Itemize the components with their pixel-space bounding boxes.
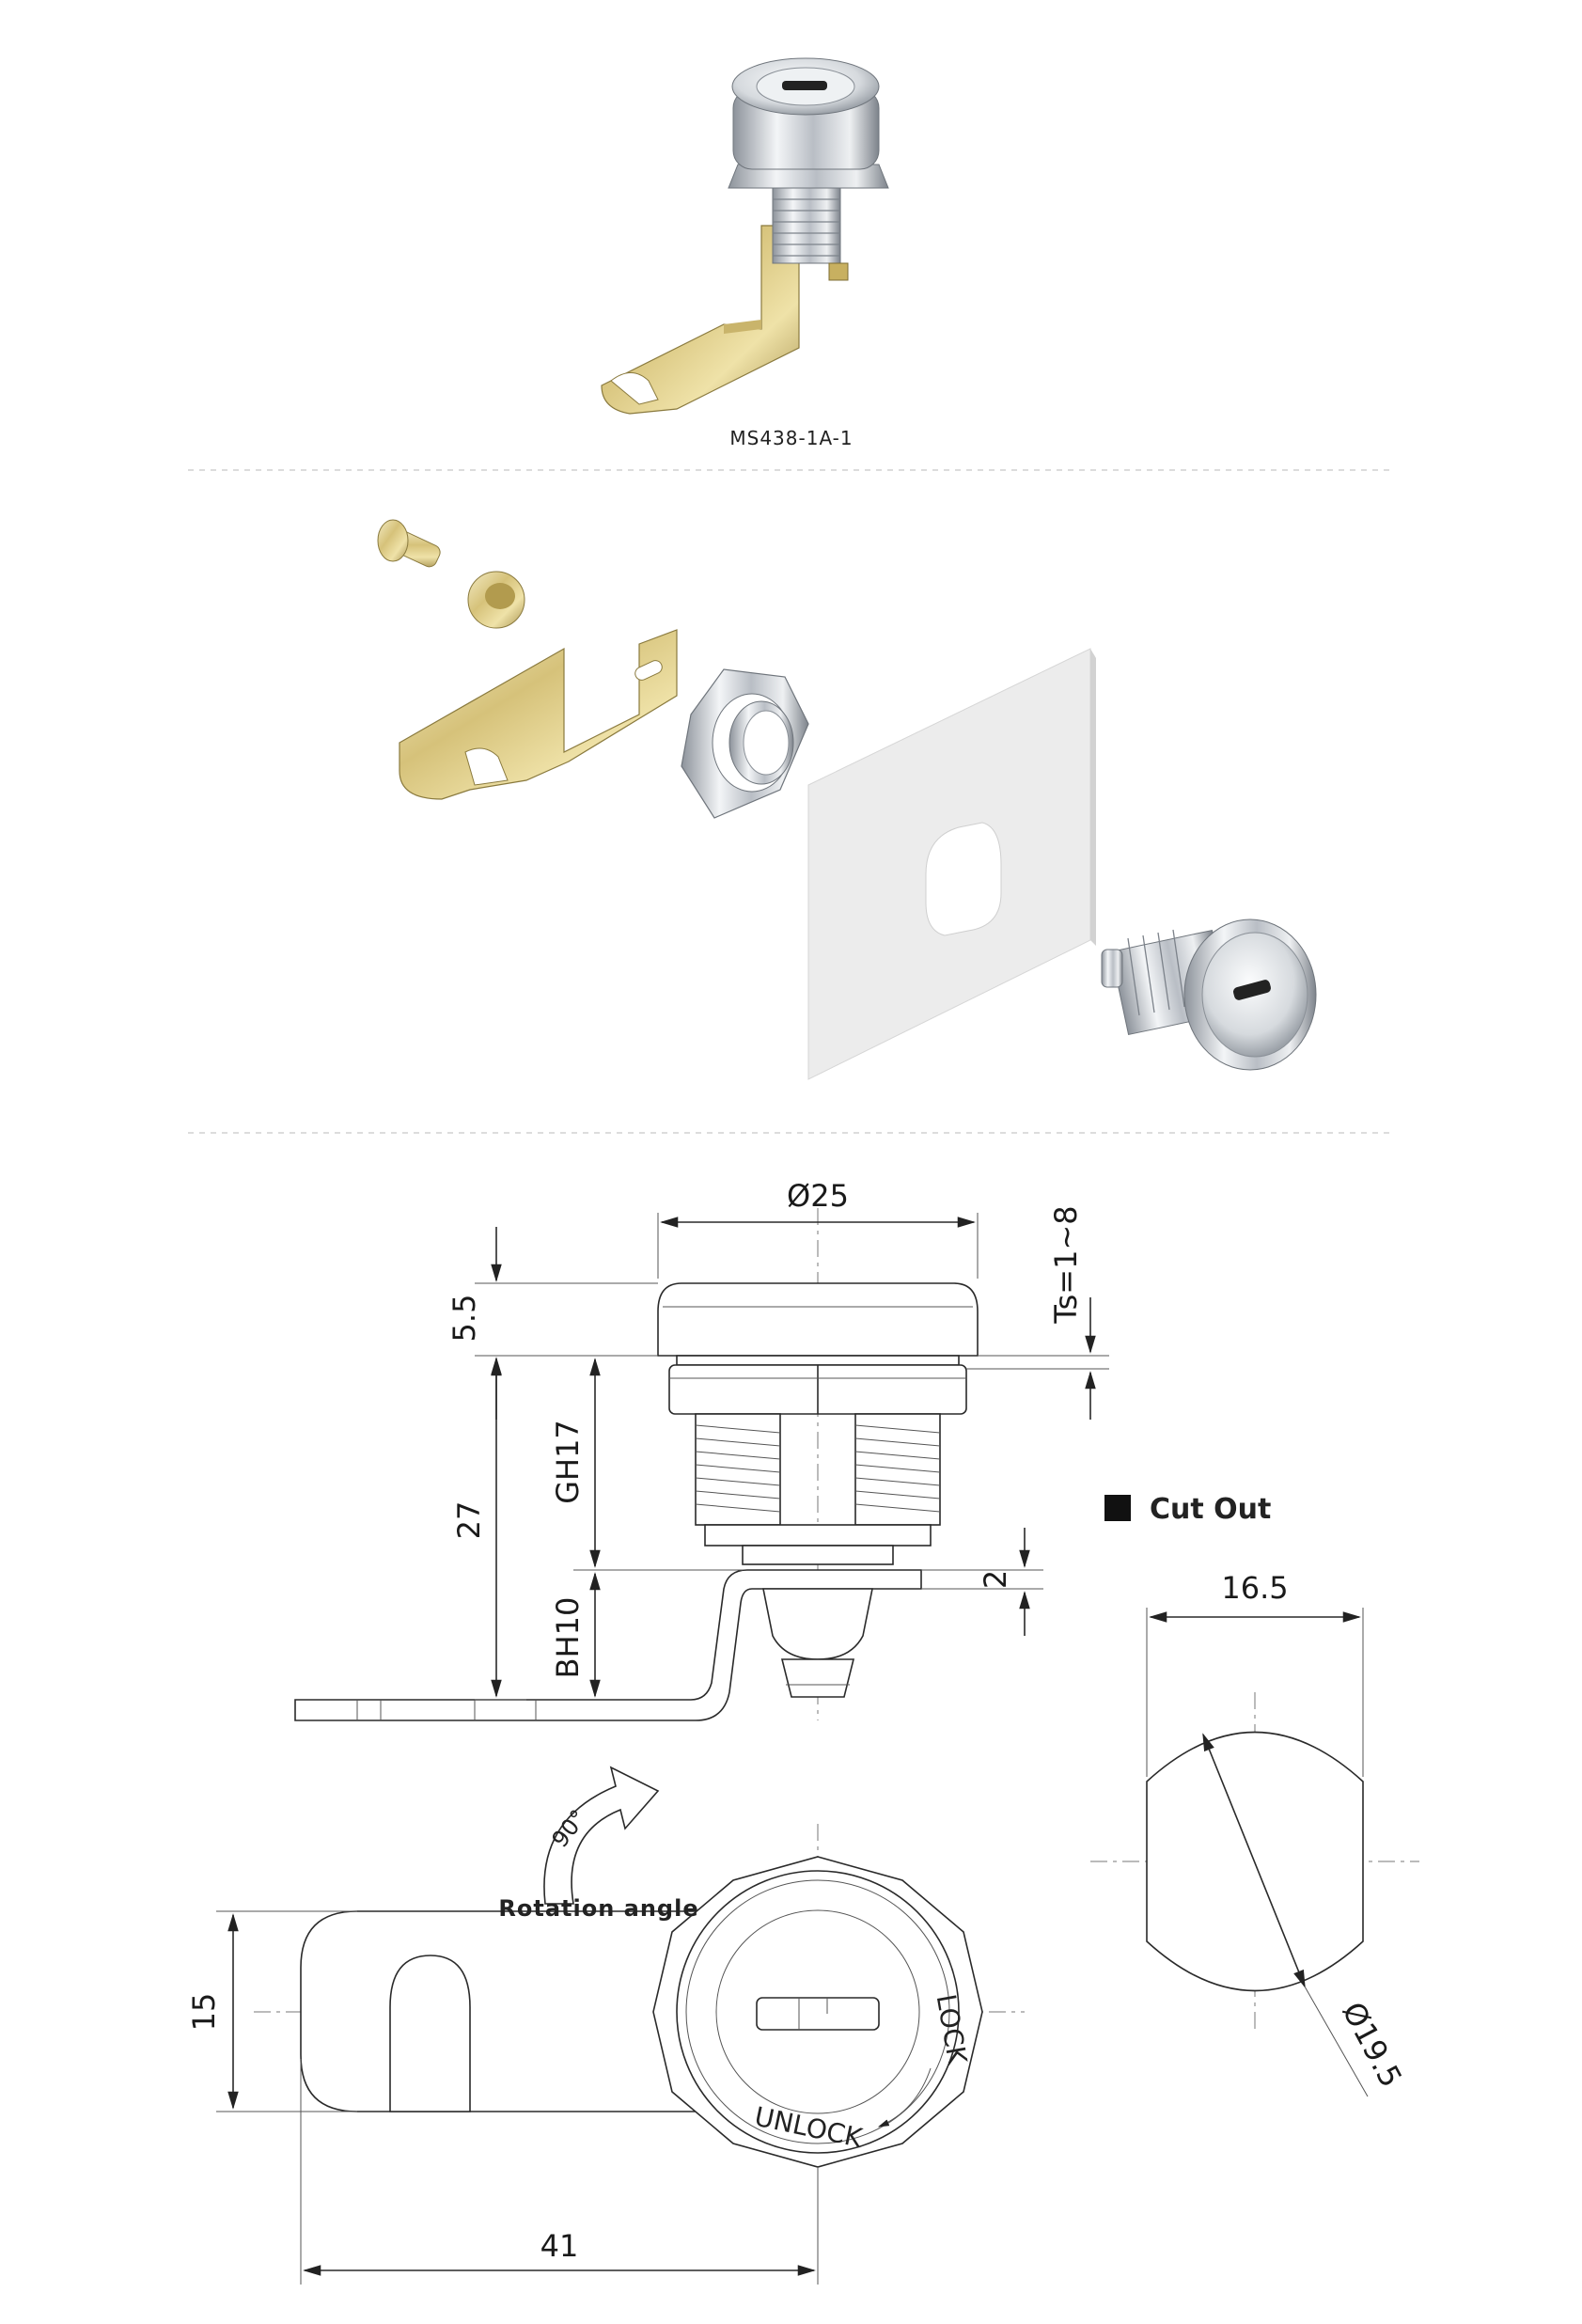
dim-total-height: 27 [451, 1500, 487, 1540]
dim-cam-thickness: 2 [978, 1569, 1013, 1590]
cutout-width: 16.5 [1221, 1570, 1289, 1606]
dim-cam-length: 41 [540, 2228, 579, 2264]
rotation-angle-value: 90° [546, 1804, 592, 1853]
model-label: MS438-1A-1 [729, 427, 854, 449]
panel-part [808, 649, 1096, 1079]
side-view-drawing [295, 1208, 1109, 1720]
exploded-view-image [378, 520, 1316, 1079]
rotation-angle-label: Rotation angle [498, 1895, 699, 1922]
cutout-diameter: Ø19.5 [1335, 1996, 1410, 2094]
dim-cam-width: 15 [186, 1992, 222, 2032]
face-lock-text: LOCK [930, 1991, 974, 2066]
cutout-marker [1104, 1495, 1131, 1521]
cap-part [468, 572, 525, 628]
dim-head-diameter: Ø25 [787, 1178, 849, 1214]
cam-plate-part [399, 630, 677, 799]
lock-body-part [1102, 919, 1316, 1070]
face-unlock-text: UNLOCK [751, 2100, 866, 2154]
dim-bh: BH10 [550, 1596, 586, 1679]
hex-nut-part [681, 669, 808, 818]
dim-head-height: 5.5 [446, 1294, 482, 1343]
top-view-drawing [216, 1767, 1025, 2285]
dim-panel-thickness: Ts=1~8 [1048, 1205, 1084, 1324]
assembled-lock-image [602, 58, 888, 414]
pin-part [378, 520, 443, 569]
dim-gh: GH17 [550, 1420, 586, 1504]
cutout-title: Cut Out [1150, 1493, 1272, 1526]
